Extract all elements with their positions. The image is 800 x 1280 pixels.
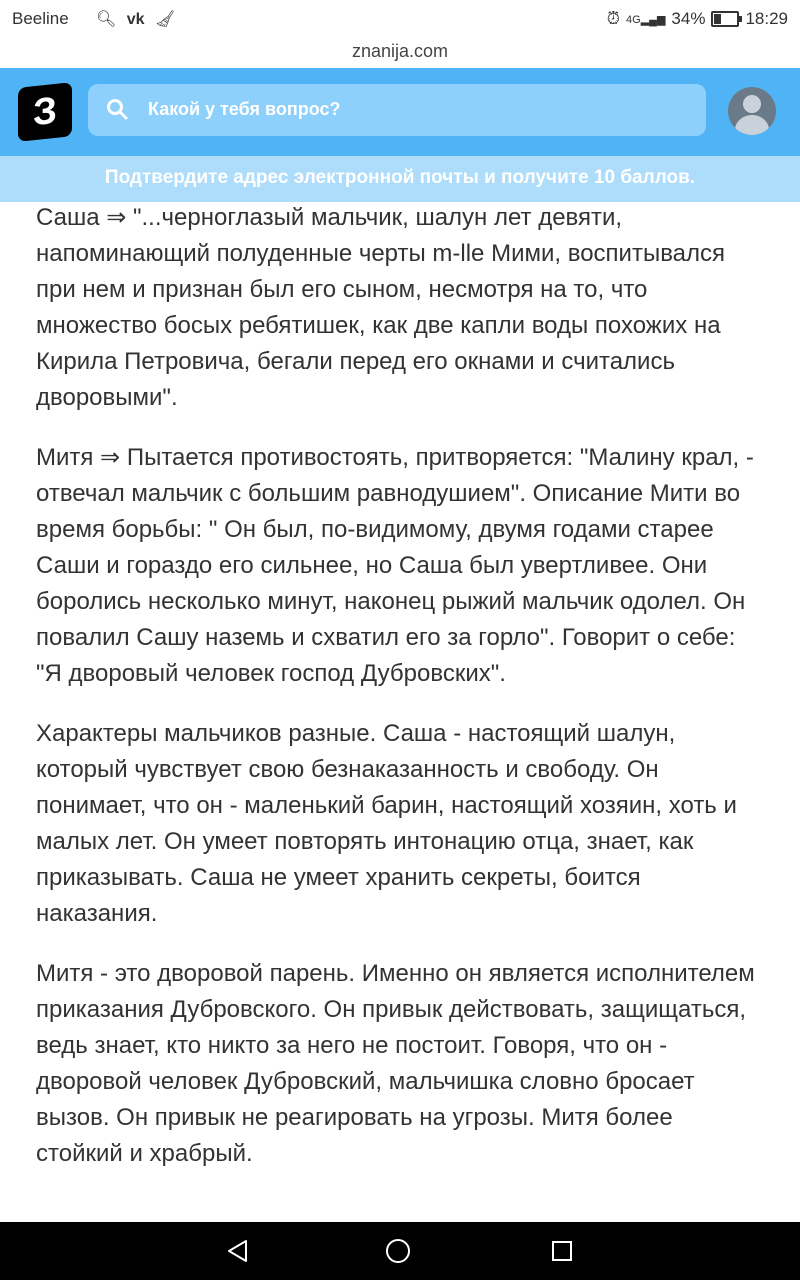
battery-percent: 34% (671, 9, 706, 28)
avatar[interactable] (728, 87, 776, 135)
network-type: 4G (626, 13, 641, 26)
site-logo[interactable]: З (18, 82, 72, 142)
avatar-body (735, 115, 769, 135)
back-icon[interactable] (226, 1239, 250, 1263)
carrier-name: Beeline (12, 9, 69, 28)
notification-icons (96, 9, 181, 29)
site-header (0, 68, 800, 156)
answer-content (0, 202, 800, 1222)
vk-icon: vk (126, 11, 145, 28)
battery-fill (714, 14, 721, 24)
status-bar (0, 0, 800, 36)
answer-paragraph: Саша ⇒ "...черноглазый мальчик, шалун лет девяти, напоминающий полуденные черты m-lle Мими, воспитывался при нем и признан был его сыном, несмотря на то, что множество босых ребятишек, как две капли воды похожих на Кирила Петровича, бегали перед его окнами и считались дворовыми". (36, 204, 726, 411)
browser-url[interactable]: znanija.com (351, 41, 449, 61)
signal-icon: 4G▂▄▆ (626, 13, 666, 26)
search-icon: 🔍︎ (96, 11, 117, 28)
alarm-icon: ⏰︎ (606, 9, 621, 28)
clock: 18:29 (745, 9, 788, 28)
search-box[interactable] (88, 84, 706, 136)
status-right (607, 9, 788, 29)
email-confirm-banner[interactable]: Подтвердите адрес электронной почты и получите 10 баллов. (0, 156, 800, 202)
system-nav-bar (0, 1222, 800, 1280)
battery-icon (711, 11, 739, 27)
search-placeholder: Какой у тебя вопрос? (148, 99, 341, 119)
home-icon[interactable] (386, 1239, 410, 1263)
search-icon (106, 98, 128, 120)
avatar-head (743, 95, 761, 113)
cleaner-icon: 🧹︎ (155, 11, 176, 28)
answer-paragraph: Митя - это дворовой парень. Именно он является исполнителем приказания Дубровского. Он привык действовать, защищаться, ведь знает, кто никто за него не постоит. Говоря, что он - дворовой человек Дубровский, мальчишка словно бросает вызов. Он привык не реагировать на угрозы. Митя более стойкий и храбрый. (36, 960, 755, 1167)
recent-apps-icon[interactable] (552, 1241, 572, 1261)
answer-paragraph: Митя ⇒ Пытается противостоять, притворяется: "Малину крал, - отвечал мальчик с большим равнодушием". Описание Мити во время борьбы: " Он был, по-видимому, двумя годами старее Саши и гораздо его сильнее, но Саша был увертливее. Они боролись несколько минут, наконец рыжий мальчик одолел. Он повалил Сашу наземь и схватил его за горло". Говорит о себе: "Я дворовый человек господ Дубровских". (36, 444, 754, 687)
answer-paragraph: Характеры мальчиков разные. Саша - настоящий шалун, который чувствует свою безнаказанность и свободу. Он понимает, что он - маленький барин, настоящий хозяин, хоть и малых лет. Он умеет повторять интонацию отца, знает, как приказывать. Саша не умеет хранить секреты, боится наказания. (36, 720, 737, 927)
